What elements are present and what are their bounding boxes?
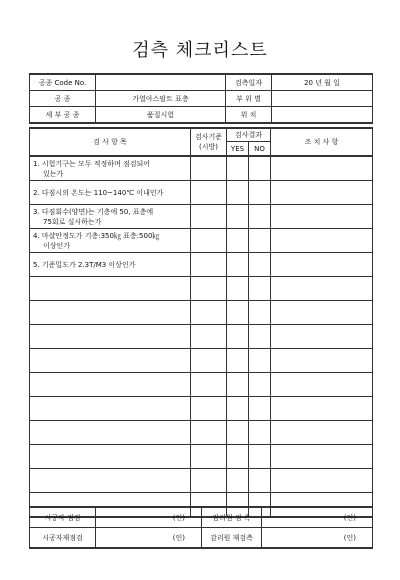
- header-no: NO: [249, 142, 271, 157]
- info-value-code[interactable]: [96, 74, 226, 91]
- checklist-row: [30, 445, 373, 469]
- action-cell[interactable]: [271, 421, 373, 445]
- checklist-row: [30, 349, 373, 373]
- item-line-1: 5. 기준밀도가 2.3T/M3 이상인가: [33, 260, 136, 269]
- standard-cell[interactable]: [191, 253, 227, 277]
- checklist-item-text: [30, 229, 191, 253]
- no-checkbox-cell[interactable]: [249, 277, 271, 301]
- item-line-2: 이상인가: [43, 241, 71, 250]
- info-row-code: [30, 74, 373, 91]
- checklist-item-text: [30, 325, 191, 349]
- no-checkbox-cell[interactable]: [249, 325, 271, 349]
- standard-cell[interactable]: [191, 156, 227, 181]
- action-cell[interactable]: [271, 229, 373, 253]
- standard-cell[interactable]: [191, 277, 227, 301]
- yes-checkbox-cell[interactable]: [227, 229, 249, 253]
- checklist-row: [30, 229, 373, 253]
- info-value-part[interactable]: [272, 91, 373, 107]
- yes-checkbox-cell[interactable]: [227, 325, 249, 349]
- action-cell[interactable]: [271, 325, 373, 349]
- info-label-part: 부 위 별: [226, 91, 272, 107]
- no-checkbox-cell[interactable]: [249, 181, 271, 205]
- checklist-row: [30, 181, 373, 205]
- sign-label-supervisor-inspect: 감리원 검 측: [202, 507, 262, 528]
- item-line-2: 있는가: [43, 169, 64, 178]
- action-cell[interactable]: [271, 277, 373, 301]
- yes-checkbox-cell[interactable]: [227, 373, 249, 397]
- item-line-1: 1. 시험기구는 모두 적정하며 점검되어: [33, 159, 151, 168]
- yes-checkbox-cell[interactable]: [227, 156, 249, 181]
- standard-cell[interactable]: [191, 181, 227, 205]
- checklist-header-row: [30, 128, 373, 142]
- checklist-item-text: [30, 181, 191, 205]
- header-standard: 검사기준 (시방): [191, 128, 227, 156]
- no-checkbox-cell[interactable]: [249, 349, 271, 373]
- info-table: [29, 73, 373, 124]
- action-cell[interactable]: [271, 469, 373, 493]
- item-line-1: 4. 마샬안정도가 기층:350㎏ 표층:500㎏: [33, 231, 160, 240]
- action-cell[interactable]: [271, 349, 373, 373]
- no-checkbox-cell[interactable]: [249, 229, 271, 253]
- no-checkbox-cell[interactable]: [249, 445, 271, 469]
- standard-cell[interactable]: [191, 397, 227, 421]
- action-cell[interactable]: [271, 397, 373, 421]
- yes-checkbox-cell[interactable]: [227, 301, 249, 325]
- checklist-item-text: [30, 397, 191, 421]
- seal-supervisor-reinspect[interactable]: (인): [262, 528, 373, 549]
- info-row-sub-type: [30, 107, 373, 124]
- no-checkbox-cell[interactable]: [249, 301, 271, 325]
- sign-table: [29, 506, 373, 549]
- sign-row-1: [30, 507, 373, 528]
- standard-cell[interactable]: [191, 421, 227, 445]
- page-title: 검측 체크리스트: [132, 40, 268, 61]
- checklist-item-text: [30, 205, 191, 229]
- standard-cell[interactable]: [191, 469, 227, 493]
- no-checkbox-cell[interactable]: [249, 421, 271, 445]
- info-label-date: 검측일자: [226, 74, 272, 91]
- action-cell[interactable]: [271, 253, 373, 277]
- checklist-item-text: [30, 253, 191, 277]
- seal-contractor-check[interactable]: (인): [96, 507, 202, 528]
- seal-contractor-recheck[interactable]: (인): [96, 528, 202, 549]
- yes-checkbox-cell[interactable]: [227, 205, 249, 229]
- sign-label-contractor-check: 시공자 점검: [30, 507, 96, 528]
- checklist-item-text: [30, 445, 191, 469]
- yes-checkbox-cell[interactable]: [227, 349, 249, 373]
- info-value-date[interactable]: 20 년 월 일: [272, 74, 373, 91]
- no-checkbox-cell[interactable]: [249, 373, 271, 397]
- header-item: 검 사 항 목: [30, 128, 191, 156]
- standard-cell[interactable]: [191, 373, 227, 397]
- yes-checkbox-cell[interactable]: [227, 253, 249, 277]
- standard-cell[interactable]: [191, 445, 227, 469]
- checklist-row: [30, 397, 373, 421]
- info-label-code: 공종 Code No.: [30, 74, 96, 91]
- standard-cell[interactable]: [191, 205, 227, 229]
- action-cell[interactable]: [271, 373, 373, 397]
- yes-checkbox-cell[interactable]: [227, 181, 249, 205]
- checklist-row: [30, 205, 373, 229]
- yes-checkbox-cell[interactable]: [227, 469, 249, 493]
- yes-checkbox-cell[interactable]: [227, 277, 249, 301]
- checklist-row: [30, 373, 373, 397]
- checklist-table: [29, 127, 373, 518]
- info-label-work-type: 공 종: [30, 91, 96, 107]
- info-label-location: 위 치: [226, 107, 272, 124]
- no-checkbox-cell[interactable]: [249, 156, 271, 181]
- action-cell[interactable]: [271, 156, 373, 181]
- checklist-item-text: [30, 277, 191, 301]
- checklist-row: [30, 325, 373, 349]
- checklist-row: [30, 156, 373, 181]
- item-line-1: 2. 다짐시의 온도는 110~140℃ 이내인가: [33, 188, 164, 197]
- yes-checkbox-cell[interactable]: [227, 445, 249, 469]
- item-line-1: 3. 다짐회수(양면)는 기층에 50, 표층에: [33, 207, 154, 216]
- checklist-row: [30, 253, 373, 277]
- checklist-item-text: [30, 301, 191, 325]
- checklist-row: [30, 421, 373, 445]
- info-value-location[interactable]: [272, 107, 373, 124]
- standard-cell[interactable]: [191, 229, 227, 253]
- info-row-work-type: [30, 91, 373, 107]
- checklist-item-text: [30, 469, 191, 493]
- checklist-row: [30, 469, 373, 493]
- no-checkbox-cell[interactable]: [249, 397, 271, 421]
- checklist-item-text: [30, 373, 191, 397]
- sign-label-supervisor-reinspect: 감리원 재검측: [202, 528, 262, 549]
- yes-checkbox-cell[interactable]: [227, 397, 249, 421]
- info-value-work-type[interactable]: 가열아스팔트 표층: [96, 91, 226, 107]
- standard-cell[interactable]: [191, 301, 227, 325]
- action-cell[interactable]: [271, 445, 373, 469]
- header-action: 조 치 사 항: [271, 128, 373, 156]
- item-line-2: 75회로 실시하는가: [43, 217, 102, 226]
- sign-label-contractor-recheck: 시공자재점검: [30, 528, 96, 549]
- checklist-item-text: [30, 421, 191, 445]
- info-value-sub-type[interactable]: 품질시험: [96, 107, 226, 124]
- header-result: 검사결과: [227, 128, 271, 142]
- no-checkbox-cell[interactable]: [249, 253, 271, 277]
- no-checkbox-cell[interactable]: [249, 205, 271, 229]
- checklist-item-text: [30, 156, 191, 181]
- action-cell[interactable]: [271, 301, 373, 325]
- seal-supervisor-inspect[interactable]: (인): [262, 507, 373, 528]
- standard-cell[interactable]: [191, 325, 227, 349]
- action-cell[interactable]: [271, 205, 373, 229]
- no-checkbox-cell[interactable]: [249, 469, 271, 493]
- sign-row-2: [30, 528, 373, 549]
- action-cell[interactable]: [271, 181, 373, 205]
- checklist-item-text: [30, 349, 191, 373]
- yes-checkbox-cell[interactable]: [227, 421, 249, 445]
- standard-cell[interactable]: [191, 349, 227, 373]
- checklist-rows: [30, 156, 373, 517]
- checklist-row: [30, 277, 373, 301]
- info-label-sub-type: 세 부 공 종: [30, 107, 96, 124]
- header-yes: YES: [227, 142, 249, 157]
- checklist-row: [30, 301, 373, 325]
